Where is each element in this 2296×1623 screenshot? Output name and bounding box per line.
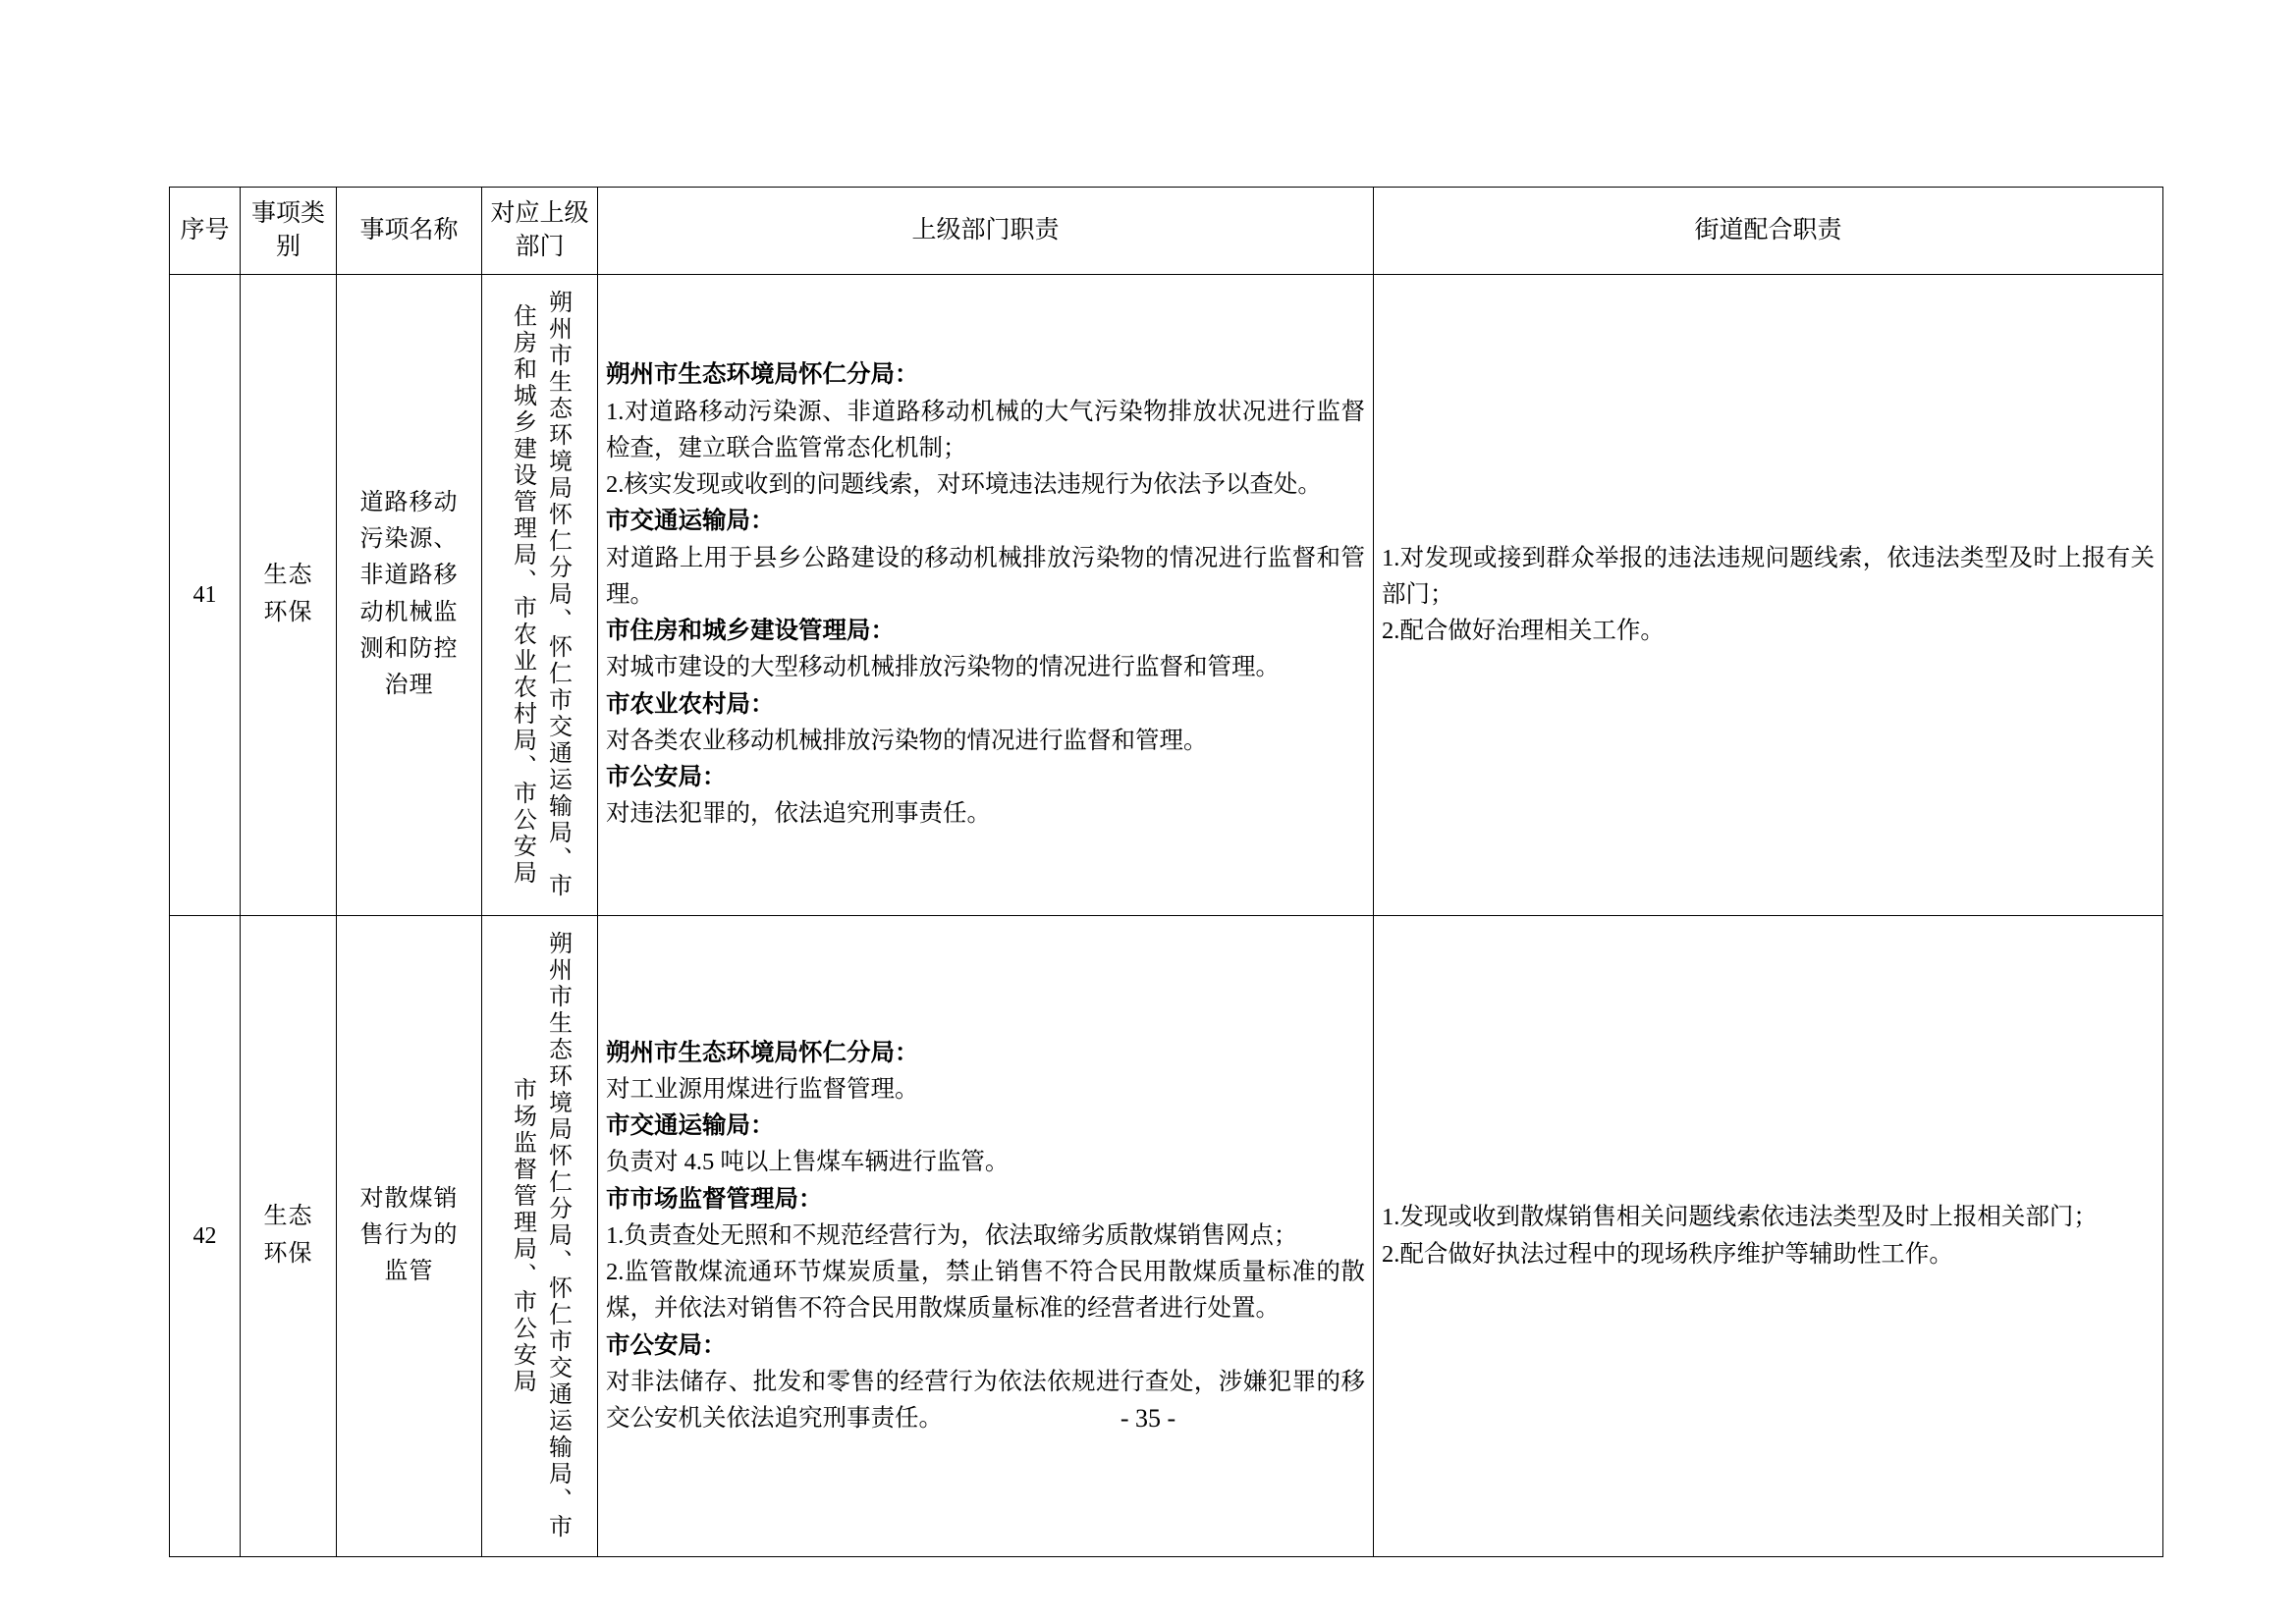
row-street-coop	[1374, 274, 2163, 915]
row-seq	[170, 915, 241, 1556]
row-category	[241, 274, 337, 915]
coop-line: 2.配合做好执法过程中的现场秩序维护等辅助性工作。	[1382, 1240, 1953, 1268]
row-name	[337, 274, 482, 915]
duty-line: 负责对 4.5 吨以上售煤车辆进行监管。	[606, 1149, 1010, 1176]
row-upper-duty	[598, 915, 1374, 1556]
responsibility-table	[169, 187, 2163, 1557]
header-seq	[170, 188, 241, 275]
row-seq	[170, 274, 241, 915]
row-upper-dept	[482, 915, 598, 1556]
header-seq-label: 序号	[180, 216, 230, 243]
duty-line: 对工业源用煤进行监督管理。	[606, 1075, 919, 1103]
duty-title: 市公安局：	[606, 1331, 727, 1359]
header-upper-duty	[598, 188, 1374, 275]
row-name-value: 对散煤销售行为的监管	[359, 1185, 459, 1285]
duty-line: 对违法犯罪的，依法追究刑事责任。	[606, 800, 991, 828]
row-upper-dept-value: 朔州市生态环境局怀仁分局、怀仁市交通运输局、市住房和城乡建设管理局、市农业农村局、市公安局	[509, 290, 571, 899]
duty-title: 市住房和城乡建设管理局：	[606, 618, 895, 645]
coop-line: 1.对发现或接到群众举报的违法违规问题线索，依违法类型及时上报有关部门；	[1382, 544, 2155, 608]
row-category-value: 生态环保	[263, 1204, 313, 1267]
row-upper-dept-value: 朔州市生态环境局怀仁分局、怀仁市交通运输局、市市场监督管理局、市公安局	[509, 931, 571, 1541]
duty-line: 对道路上用于县乡公路建设的移动机械排放污染物的情况进行监督和管理。	[606, 544, 1365, 608]
row-upper-duty	[598, 274, 1374, 915]
header-upper-dept-label: 对应上级部门	[490, 200, 589, 260]
row-name-value: 道路移动污染源、非道路移动机械监测和防控治理	[359, 489, 459, 698]
coop-line: 2.配合做好治理相关工作。	[1382, 618, 1665, 645]
duty-title: 市公安局：	[606, 764, 727, 791]
row-name	[337, 915, 482, 1556]
header-upper-dept	[482, 188, 598, 275]
duty-line: 1.对道路移动污染源、非道路移动机械的大气污染物排放状况进行监督检查，建立联合监管常态化机制；	[606, 398, 1365, 461]
duty-title: 朔州市生态环境局怀仁分局：	[606, 361, 919, 389]
table-header-row	[170, 188, 2163, 275]
header-upper-duty-label: 上级部门职责	[911, 216, 1060, 243]
header-category	[241, 188, 337, 275]
row-upper-dept	[482, 274, 598, 915]
header-category-label: 事项类别	[250, 200, 325, 260]
row-category-value: 生态环保	[263, 563, 313, 625]
header-street-coop-label: 街道配合职责	[1694, 216, 1842, 243]
coop-line: 1.发现或收到散煤销售相关问题线索依违法类型及时上报相关部门；	[1382, 1204, 2098, 1231]
row-street-coop	[1374, 915, 2163, 1556]
duty-line: 1.负责查处无照和不规范经营行为，依法取缔劣质散煤销售网点；	[606, 1221, 1298, 1249]
duty-line: 对非法储存、批发和零售的经营行为依法依规进行查处，涉嫌犯罪的移交公安机关依法追究刑事责任。	[606, 1368, 1365, 1433]
duty-title: 市农业农村局：	[606, 690, 775, 718]
header-name	[337, 188, 482, 275]
duty-line: 2.核实发现或收到的问题线索，对环境违法违规行为依法予以查处。	[606, 471, 1322, 499]
table-row	[170, 915, 2163, 1556]
row-seq-value: 42	[192, 1222, 217, 1249]
duty-title: 市市场监督管理局：	[606, 1185, 823, 1213]
page-number: - 35 -	[1120, 1404, 1176, 1433]
header-street-coop	[1374, 188, 2163, 275]
duty-line: 对城市建设的大型移动机械排放污染物的情况进行监督和管理。	[606, 654, 1280, 681]
duty-line: 2.监管散煤流通环节煤炭质量，禁止销售不符合民用散煤质量标准的散煤，并依法对销售不符合民用散煤质量标准的经营者进行处置。	[606, 1259, 1365, 1323]
duty-title: 朔州市生态环境局怀仁分局：	[606, 1039, 919, 1066]
duty-title: 市交通运输局：	[606, 1112, 775, 1140]
duty-title: 市交通运输局：	[606, 508, 775, 535]
table-row	[170, 274, 2163, 915]
row-category	[241, 915, 337, 1556]
duty-line: 对各类农业移动机械排放污染物的情况进行监督和管理。	[606, 727, 1208, 754]
row-seq-value: 41	[192, 581, 217, 608]
header-name-label: 事项名称	[359, 216, 459, 243]
